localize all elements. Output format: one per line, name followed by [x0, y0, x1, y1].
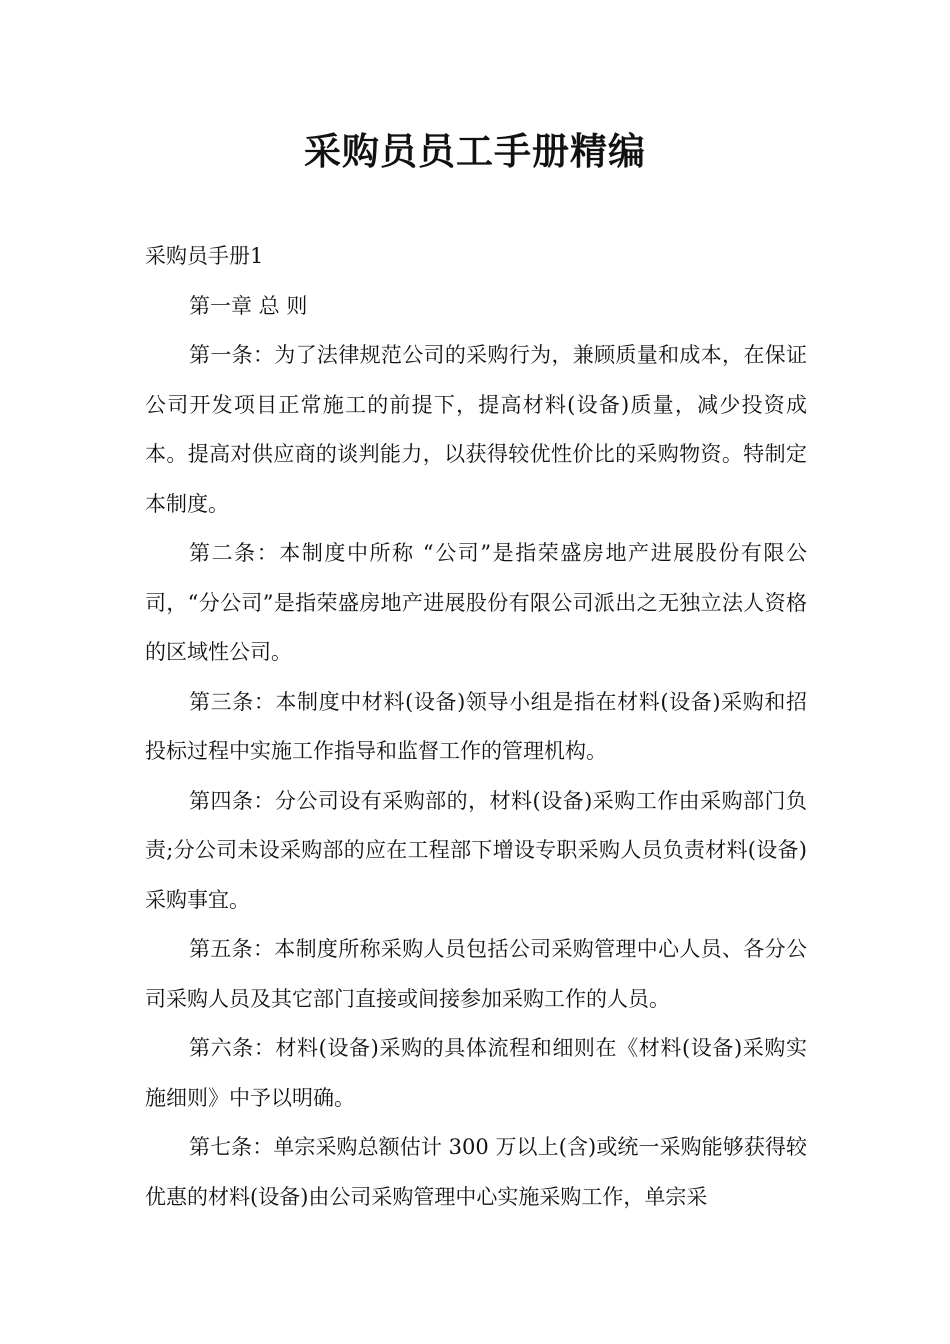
paragraph-handbook-heading: 采购员手册1 [145, 244, 264, 268]
paragraph-article-4: 第四条：分公司设有采购部的，材料(设备)采购工作由采购部门负责;分公司未设采购部的应在工程部下增设专职采购人员负责材料(设备)采购事宜。 [145, 788, 807, 912]
paragraph-article-1: 第一条：为了法律规范公司的采购行为，兼顾质量和成本，在保证公司开发项目正常施工的前提下，提高材料(设备)质量，减少投资成本。提高对供应商的谈判能力，以获得较优性价比的采购物资。特制定本制度。 [145, 343, 807, 516]
paragraph-chapter-heading: 第一章 总 则 [189, 293, 308, 318]
document-title: 采购员员工手册精编 [304, 130, 646, 173]
document-body [145, 232, 807, 1222]
paragraph-article-5: 第五条：本制度所称采购人员包括公司采购管理中心人员、各分公司采购人员及其它部门直接或间接参加采购工作的人员。 [145, 937, 807, 1011]
paragraph-article-7: 第七条：单宗采购总额估计 300 万以上(含)或统一采购能够获得较优惠的材料(设备)由公司采购管理中心实施采购工作，单宗采 [145, 1135, 807, 1209]
paragraph-article-2: 第二条：本制度中所称 “公司”是指荣盛房地产进展股份有限公司，“分公司”是指荣盛房地产进展股份有限公司派出之无独立法人资格的区域性公司。 [145, 541, 807, 664]
paragraph-article-3: 第三条：本制度中材料(设备)领导小组是指在材料(设备)采购和招投标过程中实施工作指导和监督工作的管理机构。 [145, 689, 807, 763]
paragraph-article-6: 第六条：材料(设备)采购的具体流程和细则在《材料(设备)采购实施细则》中予以明确。 [145, 1036, 807, 1110]
